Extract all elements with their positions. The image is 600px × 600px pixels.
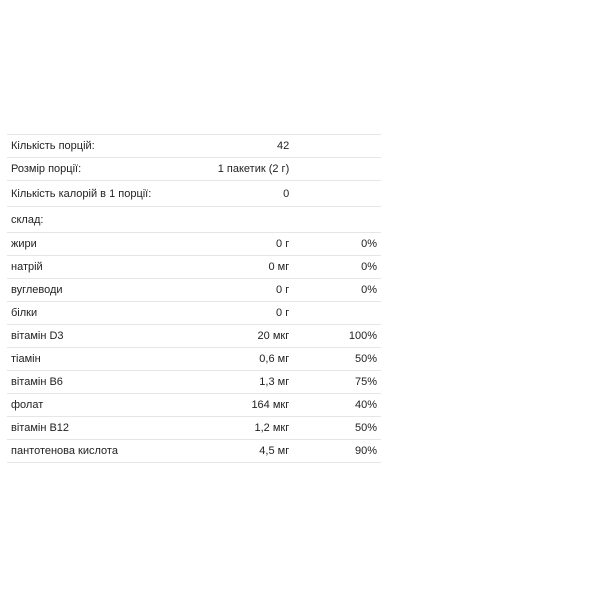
daily-value [293, 135, 381, 158]
table-row [7, 256, 381, 279]
nutrient-name: пантотенова кислота [7, 440, 201, 463]
nutrient-name: вуглеводи [7, 279, 201, 302]
table-row [7, 394, 381, 417]
nutrient-amount: 0 г [201, 233, 293, 256]
nutrient-name: вітамін B12 [7, 417, 201, 440]
nutrient-name: тіамін [7, 348, 201, 371]
nutrient-name: вітамін B6 [7, 371, 201, 394]
nutrient-name: склад: [7, 207, 201, 233]
table-row [7, 348, 381, 371]
table-row [7, 207, 381, 233]
nutrient-name: Розмір порції: [7, 158, 201, 181]
daily-value: 50% [293, 417, 381, 440]
nutrient-amount: 42 [201, 135, 293, 158]
daily-value [293, 158, 381, 181]
nutrient-amount: 0 мг [201, 256, 293, 279]
nutrient-amount: 0 г [201, 279, 293, 302]
nutrient-amount [201, 207, 293, 233]
daily-value: 0% [293, 279, 381, 302]
nutrient-name: білки [7, 302, 201, 325]
nutrient-name: фолат [7, 394, 201, 417]
daily-value: 0% [293, 256, 381, 279]
nutrient-name: натрій [7, 256, 201, 279]
nutrient-amount: 0,6 мг [201, 348, 293, 371]
nutrient-name: Кількість порцій: [7, 135, 201, 158]
daily-value: 0% [293, 233, 381, 256]
nutrient-amount: 1,3 мг [201, 371, 293, 394]
nutrient-amount: 0 [201, 181, 293, 207]
table-row [7, 302, 381, 325]
table-row [7, 233, 381, 256]
daily-value [293, 181, 381, 207]
daily-value [293, 302, 381, 325]
table-row [7, 181, 381, 207]
nutrient-name: жири [7, 233, 201, 256]
nutrient-amount: 1 пакетик (2 г) [201, 158, 293, 181]
daily-value: 100% [293, 325, 381, 348]
table-row [7, 135, 381, 158]
daily-value [293, 207, 381, 233]
nutrition-facts-table [7, 134, 381, 463]
table-row [7, 417, 381, 440]
nutrient-amount: 164 мкг [201, 394, 293, 417]
nutrient-amount: 0 г [201, 302, 293, 325]
table-row [7, 440, 381, 463]
daily-value: 75% [293, 371, 381, 394]
daily-value: 50% [293, 348, 381, 371]
table-row [7, 279, 381, 302]
table-row [7, 371, 381, 394]
table-row [7, 158, 381, 181]
daily-value: 40% [293, 394, 381, 417]
nutrient-amount: 1,2 мкг [201, 417, 293, 440]
daily-value: 90% [293, 440, 381, 463]
nutrient-name: Кількість калорій в 1 порції: [7, 181, 201, 207]
nutrient-amount: 20 мкг [201, 325, 293, 348]
nutrient-amount: 4,5 мг [201, 440, 293, 463]
table-row [7, 325, 381, 348]
nutrient-name: вітамін D3 [7, 325, 201, 348]
